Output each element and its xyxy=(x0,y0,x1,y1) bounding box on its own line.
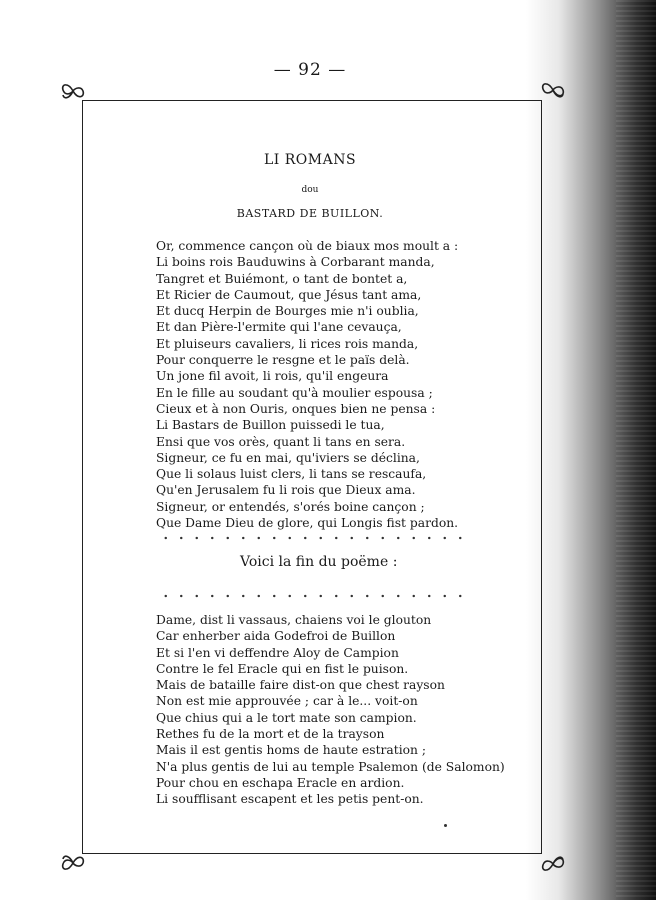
verse-line: Ensi que vos orès, quant li tans en sera. xyxy=(156,434,406,449)
corner-ornament-icon xyxy=(60,852,86,874)
verse-line: Et Ricier de Caumout, que Jésus tant ama, xyxy=(156,287,422,302)
verse-line: Un jone fil avoit, li rois, qu'il engeura xyxy=(156,369,389,384)
verse-line: Car enherber aida Godefroi de Buillon xyxy=(156,629,396,644)
verse-line: Cieux et à non Ouris, onques bien ne pensa : xyxy=(156,401,436,416)
section-heading: Voici la fin du poëme : xyxy=(240,554,398,570)
verse-line: Li Bastars de Buillon puissedi le tua, xyxy=(156,418,385,433)
verse-line: Contre le fel Eracle qui en fist le puison. xyxy=(156,661,409,676)
corner-ornament-icon xyxy=(540,853,566,875)
poem-title: LI ROMANS xyxy=(263,152,357,168)
poem-subtitle: dou xyxy=(301,185,319,195)
verse-line: Qu'en Jerusalem fu li rois que Dieux ama. xyxy=(156,483,416,498)
verse-line: Tangret et Buiémont, o tant de bontet a, xyxy=(156,271,408,286)
ellipsis-dot-row xyxy=(158,535,468,541)
verse-line: Et ducq Herpin de Bourges mie n'i oublia, xyxy=(156,304,419,319)
verse-line: Rethes fu de la mort et de la trayson xyxy=(156,727,385,742)
verse-line: Que Dame Dieu de glore, qui Longis fist pardon. xyxy=(156,516,459,531)
verse-line: Pour chou en eschapa Eracle en ardion. xyxy=(156,775,405,790)
verse-line: Que li solaus luist clers, li tans se rescaufa, xyxy=(156,467,427,482)
verse-line: Or, commence cançon où de biaux mos moult a : xyxy=(156,239,459,253)
corner-ornament-icon xyxy=(540,79,566,101)
verse-line: Dame, dist li vassaus, chaiens voi le glouton xyxy=(156,613,432,627)
corner-ornament-icon xyxy=(60,80,86,102)
verse-line: Et dan Pière-l'ermite qui l'ane cevauça, xyxy=(156,320,402,335)
verse-line: Et si l'en vi deffendre Aloy de Campion xyxy=(156,645,399,660)
verse-line: Signeur, or entendés, s'orés boine cançon ; xyxy=(156,499,425,514)
verse-line: En le fille au soudant qu'à moulier espousa ; xyxy=(156,385,433,400)
verse-line: Pour conquerre le resgne et le païs delà. xyxy=(156,353,410,368)
verse-line: N'a plus gentis de lui au temple Psalemon (de Salomon) xyxy=(156,759,505,774)
page-number: — 92 — xyxy=(273,60,347,80)
verse-line: Li boins rois Bauduwins à Corbarant manda, xyxy=(156,255,435,270)
ellipsis-dot-row xyxy=(158,593,468,599)
verse-line: Li soufflisant escapent et les petis pent-on. xyxy=(156,792,424,807)
verse-block-ending xyxy=(156,612,505,808)
verse-line: Que chius qui a le tort mate son campion. xyxy=(156,710,417,725)
page-gutter-shadow xyxy=(526,0,656,900)
verse-block-opening xyxy=(156,238,458,531)
poem-subtitle-name: BASTARD DE BUILLON. xyxy=(236,207,384,220)
verse-line: Mais de bataille faire dist-on que chest rayson xyxy=(156,678,445,693)
end-mark xyxy=(444,824,447,827)
verse-line: Signeur, ce fu en mai, qu'iviers se déclina, xyxy=(156,450,420,465)
verse-line: Et pluiseurs cavaliers, li rices rois manda, xyxy=(156,336,419,351)
verse-line: Non est mie approuvée ; car à le... voit-on xyxy=(156,694,418,709)
verse-line: Mais il est gentis homs de haute estration ; xyxy=(156,743,426,758)
